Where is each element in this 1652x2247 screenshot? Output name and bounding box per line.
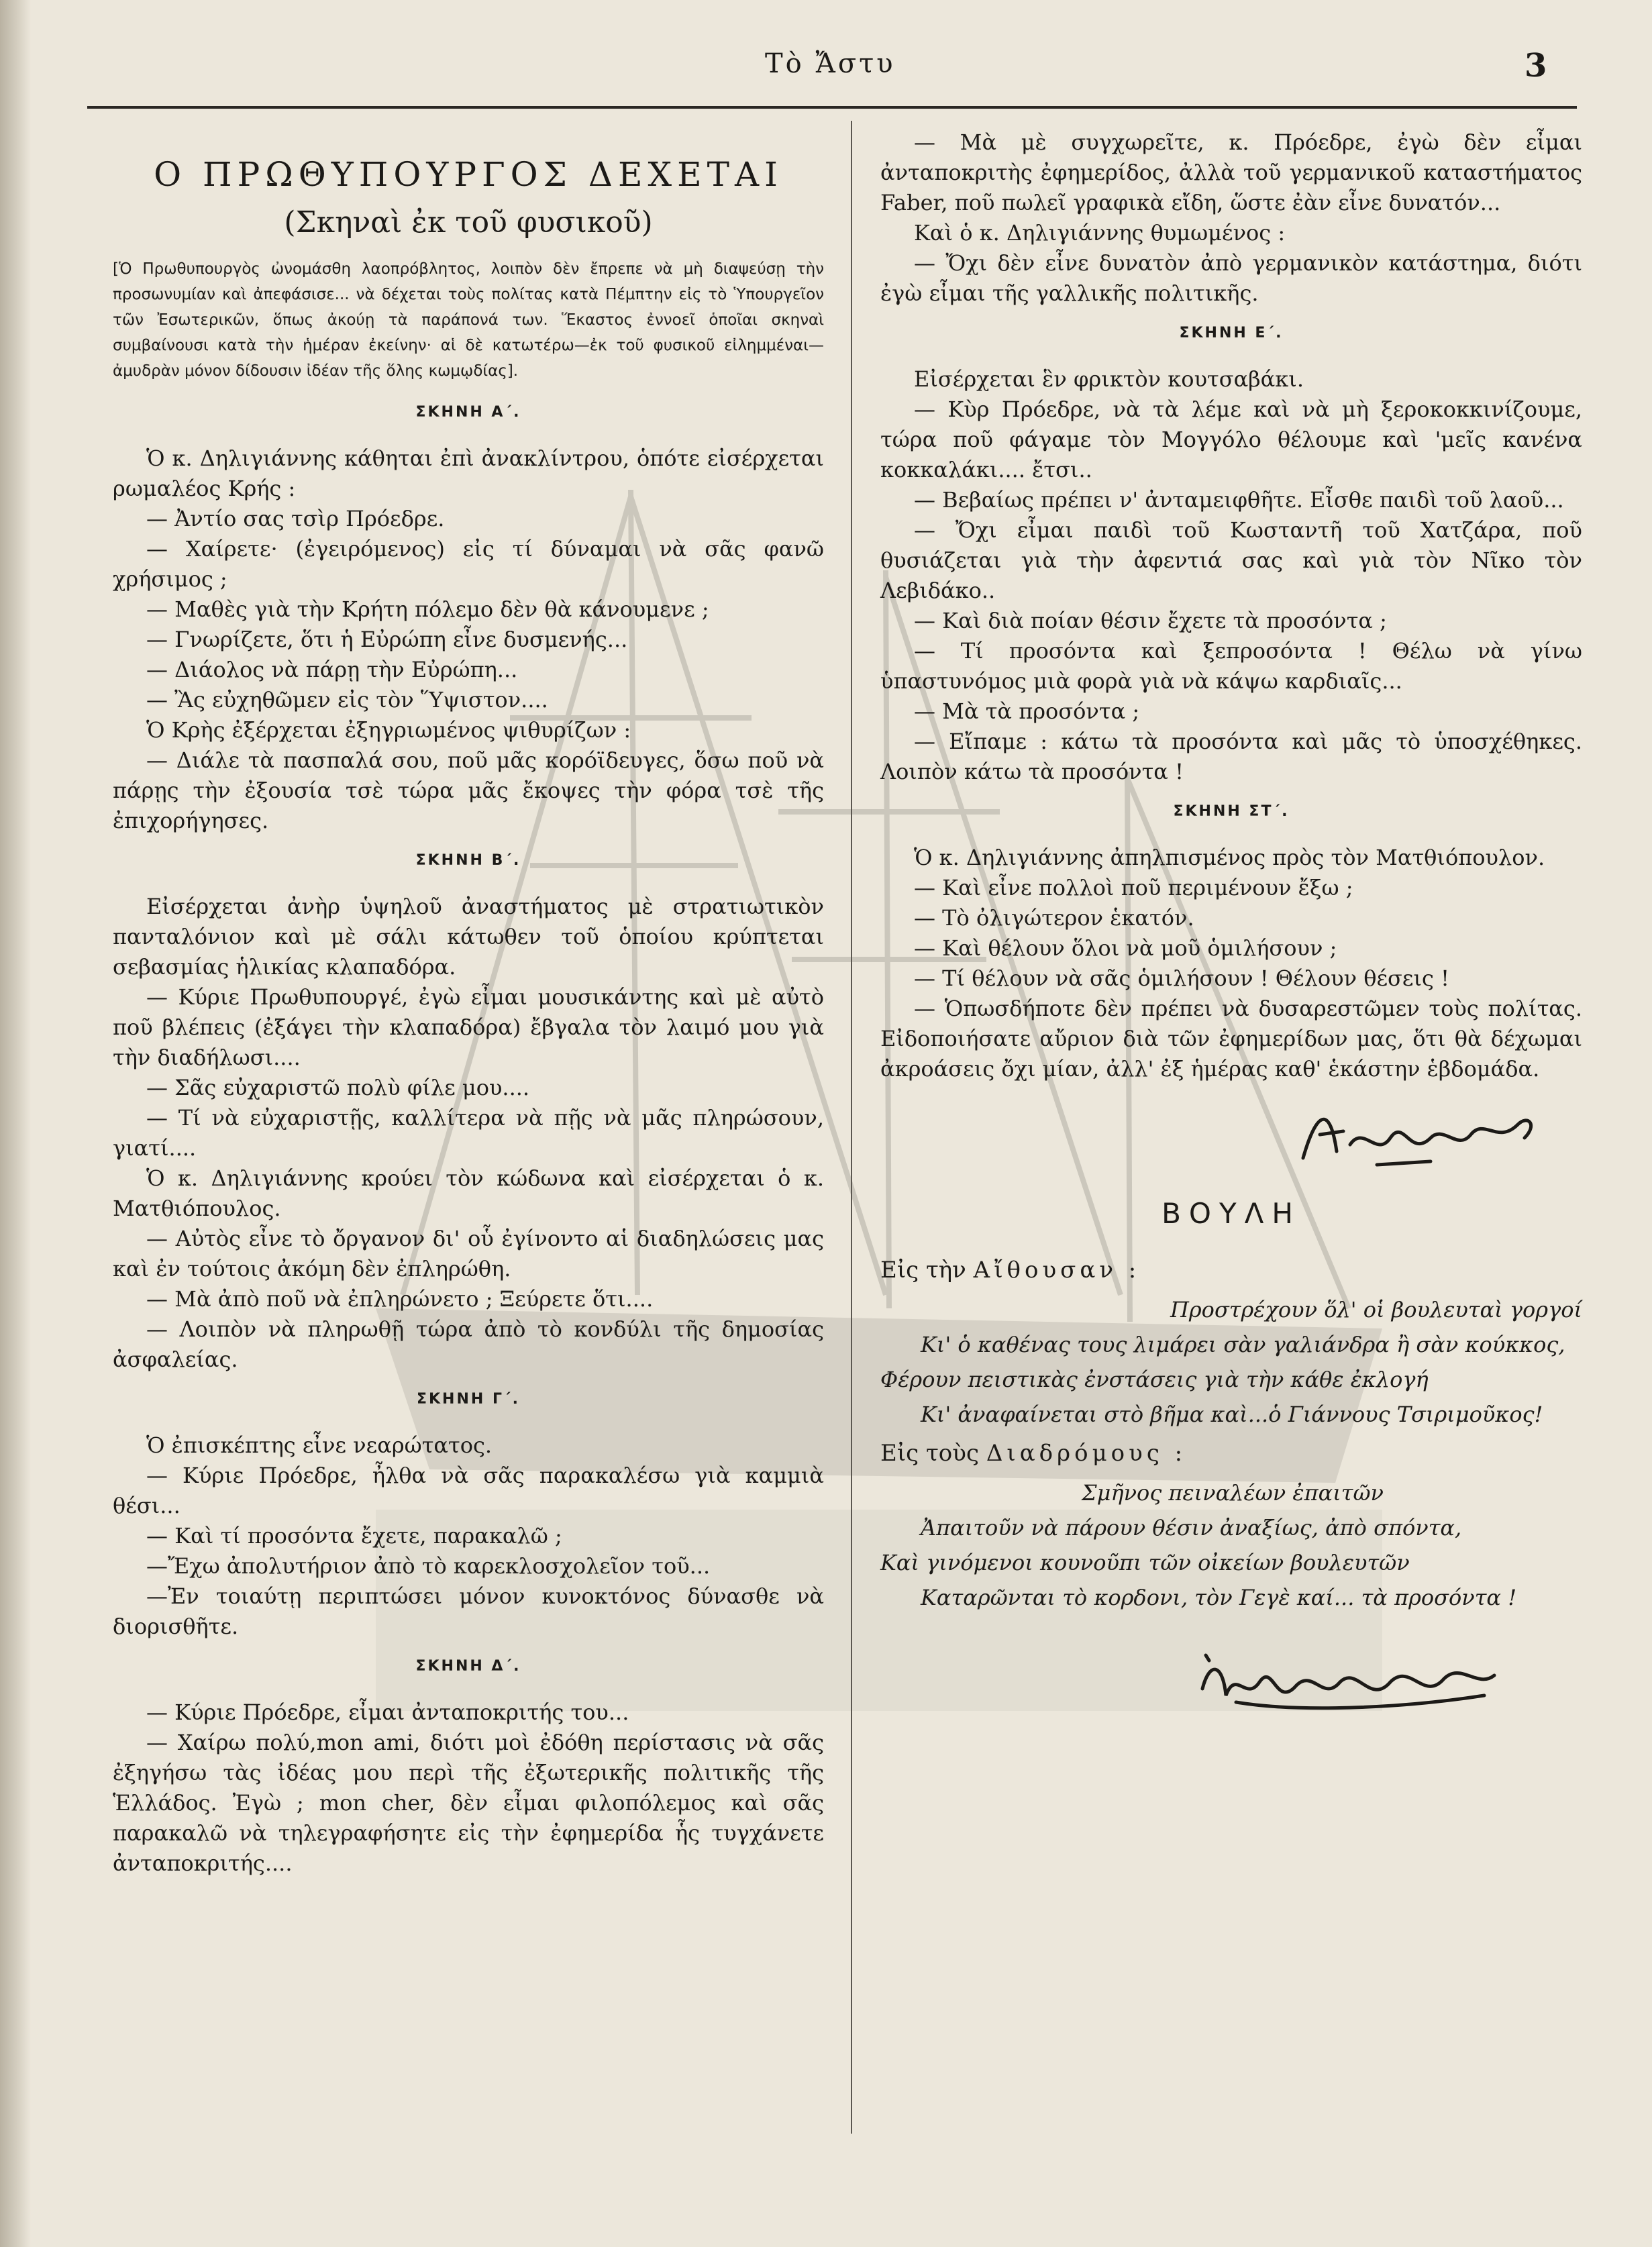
dialogue-line: — Διάολος νὰ πάρῃ τὴν Εὐρώπη... <box>146 657 518 682</box>
dialogue-line: — Κύριε Πρόεδρε, ἦλθα νὰ σᾶς παρακαλέσω γιὰ καμμιὰ θέσι... <box>113 1463 824 1518</box>
scene-heading-b: ΣΚΗΝΗ Β΄. <box>415 852 521 869</box>
dialogue-line: —Ἔχω ἀπολυτήριον ἀπὸ τὸ καρεκλοσχολεῖον τοῦ... <box>146 1553 711 1579</box>
poem-line: Ἀπαιτοῦν νὰ πάρουν θέσιν ἀναξίως, ἀπὸ σπόντα, <box>921 1515 1462 1540</box>
dialogue-line: — Διάλε τὰ πασπαλά σου, ποῦ μᾶς κορόϊδευγες, ὅσω ποῦ νὰ πάρῃς τὴν ἐξουσία τσὲ τώρα μᾶς ἔκοψες τὴν φόρα τσὲ τῆς ἐπιχορήγησες. <box>113 747 824 833</box>
dialogue-line: — Βεβαίως πρέπει ν' ἀνταμειφθῆτε. Εἶσθε παιδὶ τοῦ λαοῦ... <box>914 487 1564 513</box>
poem-line: Καταρῶνται τὸ κορδονι, τὸν Γεγὲ καί... τὰ προσόντα ! <box>921 1585 1517 1610</box>
dialogue-line: — Σᾶς εὐχαριστῶ πολὺ φίλε μου.... <box>146 1075 530 1100</box>
poem-1-intro-prefix: Εἰς τὴν <box>880 1257 966 1284</box>
article-intro: [Ὁ Πρωθυπουργὸς ὠνομάσθη λαοπρόβλητος, λοιπὸν δὲν ἔπρεπε νὰ μὴ διαψεύσῃ τὴν προσωνυμίαν καὶ ἀπεφάσισε... νὰ δέχεται τοὺς πολίτας κατὰ Πέμπτην εἰς τὸ Ὑπουργεῖον τῶν Ἐσωτερικῶν, ὅπως ἀκούῃ τὰ παράπονά των. Ἕκαστος ἐννοεῖ ὁποῖαι σκηναὶ συμβαίνουσι κατὰ τὴν ἡμέραν ἐκείνην· αἱ δὲ κατωτέρω—ἐκ τοῦ φυσικοῦ εἰλημμέναι—ἀμυδρὰν μόνον δίδουσιν ἰδέαν τῆς ὅλης κωμῳδίας]. <box>113 260 824 380</box>
poem-1-intro <box>880 1255 1582 1286</box>
column-divider <box>851 121 852 2134</box>
dialogue-line: Ὁ κ. Δηλιγιάννης κάθηται ἐπὶ ἀνακλίντρου, ὁπότε εἰσέρχεται ρωμαλέος Κρής : <box>113 446 824 501</box>
dialogue-line: — Κύριε Πρόεδρε, εἶμαι ἀνταποκριτής του... <box>146 1700 629 1725</box>
dialogue-line: Ὁ Κρὴς ἐξέρχεται ἐξηγριωμένος ψιθυρίζων : <box>146 717 631 743</box>
dialogue-line: — Μαθὲς γιὰ τὴν Κρήτη πόλεμο δὲν θὰ κάνουμενε ; <box>146 596 709 622</box>
dialogue-line: — Καὶ διὰ ποίαν θέσιν ἔχετε τὰ προσόντα ; <box>914 608 1387 633</box>
dialogue-line: Καὶ ὁ κ. Δηλιγιάννης θυμωμένος : <box>914 220 1286 246</box>
dialogue-line: — Χαίρω πολύ,mon ami, διότι μοὶ ἐδόθη περίστασις νὰ σᾶς ἐξηγήσω τὰς ἰδέας μου περὶ τῆς ἐξωτερικῆς πολιτικῆς τῆς Ἑλλάδος. Ἐγὼ ; mon cher, δὲν εἶμαι φιλοπόλεμος καὶ σᾶς παρακαλῶ νὰ τηλεγραφήσητε εἰς τὴν ἐφημερίδα ἧς τυγχάνετε ἀνταποκριτής.... <box>113 1730 824 1876</box>
article-title: Ο ΠΡΩΘΥΠΟΥΡΓΟΣ ΔΕΧΕΤΑΙ <box>154 155 783 194</box>
section-title-boule: ΒΟΥΛΗ <box>1161 1197 1301 1230</box>
dialogue-line: — Χαίρετε· (ἐγειρόμενος) εἰς τί δύναμαι νὰ σᾶς φανῶ χρήσιμος ; <box>113 536 824 592</box>
signature-block-1 <box>880 1098 1582 1178</box>
article-subtitle: (Σκηναὶ ἐκ τοῦ φυσικοῦ) <box>284 205 653 240</box>
signature-block-2 <box>880 1628 1582 1709</box>
scene-heading-d: ΣΚΗΝΗ Δ΄. <box>415 1658 521 1675</box>
dialogue-line: — Τί θέλουν νὰ σᾶς ὁμιλήσουν ! Θέλουν θέσεις ! <box>914 965 1449 991</box>
poem-line: Καὶ γινόμενοι κουνοῦπι τῶν οἰκείων βουλευτῶν <box>880 1550 1410 1575</box>
poem-2-intro-prefix: Εἰς τοὺς <box>880 1440 979 1467</box>
scene-heading-c: ΣΚΗΝΗ Γ΄. <box>416 1391 521 1408</box>
dialogue-line: Εἰσέρχεται ἓν φρικτὸν κουτσαβάκι. <box>914 366 1304 392</box>
dialogue-line: — Ἀντίο σας τσὶρ Πρόεδρε. <box>146 506 445 531</box>
poem-line: Κι' ὁ καθένας τους λιμάρει σὰν γαλιάνδρα ἢ σὰν κούκκος, <box>921 1332 1565 1357</box>
dialogue-line: — Καὶ εἶνε πολλοὶ ποῦ περιμένουν ἔξω ; <box>914 875 1353 900</box>
scene-heading-a: ΣΚΗΝΗ Α΄. <box>415 404 521 421</box>
dialogue-line: — Τί προσόντα καὶ ξεπροσόντα ! Θέλω νὰ γίνω ὑπαστυνόμος μιὰ φορὰ γιὰ νὰ κάψω καρδιαῖς... <box>880 638 1582 694</box>
dialogue-line: — Τὸ ὀλιγώτερον ἑκατόν. <box>914 905 1194 931</box>
scene-heading-f: ΣΚΗΝΗ ΣΤ΄. <box>1173 803 1290 820</box>
dialogue-line: — Κύριε Πρωθυπουργέ, ἐγὼ εἶμαι μουσικάντης καὶ μὲ αὐτὸ ποῦ βλέπεις (ἐξάγει τὴν κλαπαδόρα) ἔβγαλα τὸν λαιμό μου γιὰ τὴν διαδήλωσι.... <box>113 984 824 1070</box>
dialogue-line: — Ὄχι εἶμαι παιδὶ τοῦ Κωσταντῆ τοῦ Χατζάρα, ποῦ θυσιάζεται γιὰ τὴν ἀφεντιά σας καὶ γιὰ τὸν Νῖκο τὸν Λεβιδάκο.. <box>880 517 1582 603</box>
poem-line: Προστρέχουν ὅλ' οἱ βουλευταὶ γοργοί <box>1170 1297 1582 1322</box>
dialogue-line: — Ὄχι δὲν εἶνε δυνατὸν ἀπὸ γερμανικὸν κατάστημα, διότι ἐγὼ εἶμαι τῆς γαλλικῆς πολιτικῆς. <box>880 250 1582 306</box>
poem-2-intro-location: Διαδρόμους : <box>986 1440 1187 1467</box>
dialogue-line: — Αὐτὸς εἶνε τὸ ὄργανον δι' οὗ ἐγίνοντο αἱ διαδηλώσεις μας καὶ ἐν τούτοις ἀκόμη δὲν ἐπληρώθη. <box>113 1226 824 1282</box>
poem-2-intro <box>880 1439 1582 1469</box>
handwritten-signature-1 <box>1296 1098 1551 1178</box>
dialogue-line: —Ἐν τοιαύτῃ περιπτώσει μόνον κυνοκτόνος δύνασθε νὰ διορισθῆτε. <box>113 1583 824 1639</box>
dialogue-line: — Μὰ τὰ προσόντα ; <box>914 698 1140 724</box>
dialogue-line: — Ἂς εὐχηθῶμεν εἰς τὸν Ὕψιστον.... <box>146 687 548 713</box>
dialogue-line: — Μὰ μὲ συγχωρεῖτε, κ. Πρόεδρε, ἐγὼ δὲν εἶμαι ἀνταποκριτὴς ἐφημερίδος, ἀλλὰ τοῦ γερμανικοῦ καταστήματος Faber, ποῦ πωλεῖ γραφικὰ εἴδη, ὥστε ἐὰν εἶνε δυνατόν... <box>880 129 1582 215</box>
dialogue-line: — Γνωρίζετε, ὅτι ἡ Εὐρώπη εἶνε δυσμενής... <box>146 627 628 652</box>
dialogue-line: — Μὰ ἀπὸ ποῦ νὰ ἐπληρώνετο ; Ξεύρετε ὅτι.... <box>146 1286 654 1312</box>
dialogue-line: — Λοιπὸν νὰ πληρωθῇ τώρα ἀπὸ τὸ κονδύλι τῆς δημοσίας ἀσφαλείας. <box>113 1316 824 1372</box>
header-rule <box>87 106 1577 109</box>
right-column <box>880 127 1582 1729</box>
dialogue-line: — Καὶ τί προσόντα ἔχετε, παρακαλῶ ; <box>146 1523 562 1549</box>
dialogue-line: — Τί νὰ εὐχαριστῇς, καλλίτερα νὰ πῇς νὰ μᾶς πληρώσουν, γιατί.... <box>113 1105 824 1161</box>
poem-line: Φέρουν πειστικὰς ἐνστάσεις γιὰ τὴν κάθε ἐκλογή <box>880 1367 1429 1392</box>
page-number: 3 <box>1525 47 1547 85</box>
dialogue-line: — Ὁπωσδήποτε δὲν πρέπει νὰ δυσαρεστῶμεν τοὺς πολίτας. Εἰδοποιήσατε αὔριον διὰ τῶν ἐφημερίδων μας, ὅτι θὰ δέχωμαι ἀκροάσεις ὄχι μίαν, ἀλλ' ἐξ ἡμέρας καθ' ἑκάστην ἑβδομάδα. <box>880 996 1582 1082</box>
left-column <box>113 127 824 1879</box>
newspaper-title: Τὸ Ἄστυ <box>765 48 896 79</box>
dialogue-line: — Καὶ θέλουν ὅλοι νὰ μοῦ ὁμιλήσουν ; <box>914 935 1337 961</box>
dialogue-line: — Εἴπαμε : κάτω τὰ προσόντα καὶ μᾶς τὸ ὑποσχέθηκες. Λοιπὸν κάτω τὰ προσόντα ! <box>880 729 1582 784</box>
dialogue-line: Ὁ κ. Δηλιγιάννης ἀπηλπισμένος πρὸς τὸν Ματθιόπουλον. <box>914 845 1545 870</box>
poem-line: Σμῆνος πειναλέων ἐπαιτῶν <box>1082 1480 1384 1506</box>
dialogue-line: Ὁ ἐπισκέπτης εἶνε νεαρώτατος. <box>146 1432 493 1458</box>
scene-heading-e: ΣΚΗΝΗ Ε΄. <box>1179 325 1284 342</box>
poem-1-intro-location: Αἴθουσαν : <box>973 1257 1141 1284</box>
dialogue-line: Εἰσέρχεται ἀνὴρ ὑψηλοῦ ἀναστήματος μὲ στρατιωτικὸν πανταλόνιον καὶ μὲ σάλι κάτωθεν τοῦ ὁποίου κρύπτεται σεβασμίας ἡλικίας κλαπαδόρα. <box>113 894 824 980</box>
page-binding-edge <box>0 0 31 2247</box>
dialogue-line: Ὁ κ. Δηλιγιάννης κρούει τὸν κώδωνα καὶ εἰσέρχεται ὁ κ. Ματθιόπουλος. <box>113 1165 824 1221</box>
dialogue-line: — Κὺρ Πρόεδρε, νὰ τὰ λέμε καὶ νὰ μὴ ξεροκοκκινίζουμε, τώρα ποῦ φάγαμε τὸν Μογγόλο θέλουμε καὶ 'μεῖς κανένα κοκκαλάκι.... ἔτσι.. <box>880 397 1582 482</box>
handwritten-signature-2 <box>1196 1649 1504 1722</box>
poem-line: Κι' ἀναφαίνεται στὸ βῆμα καὶ...ὁ Γιάννους Τσιριμοῦκος! <box>921 1402 1543 1427</box>
